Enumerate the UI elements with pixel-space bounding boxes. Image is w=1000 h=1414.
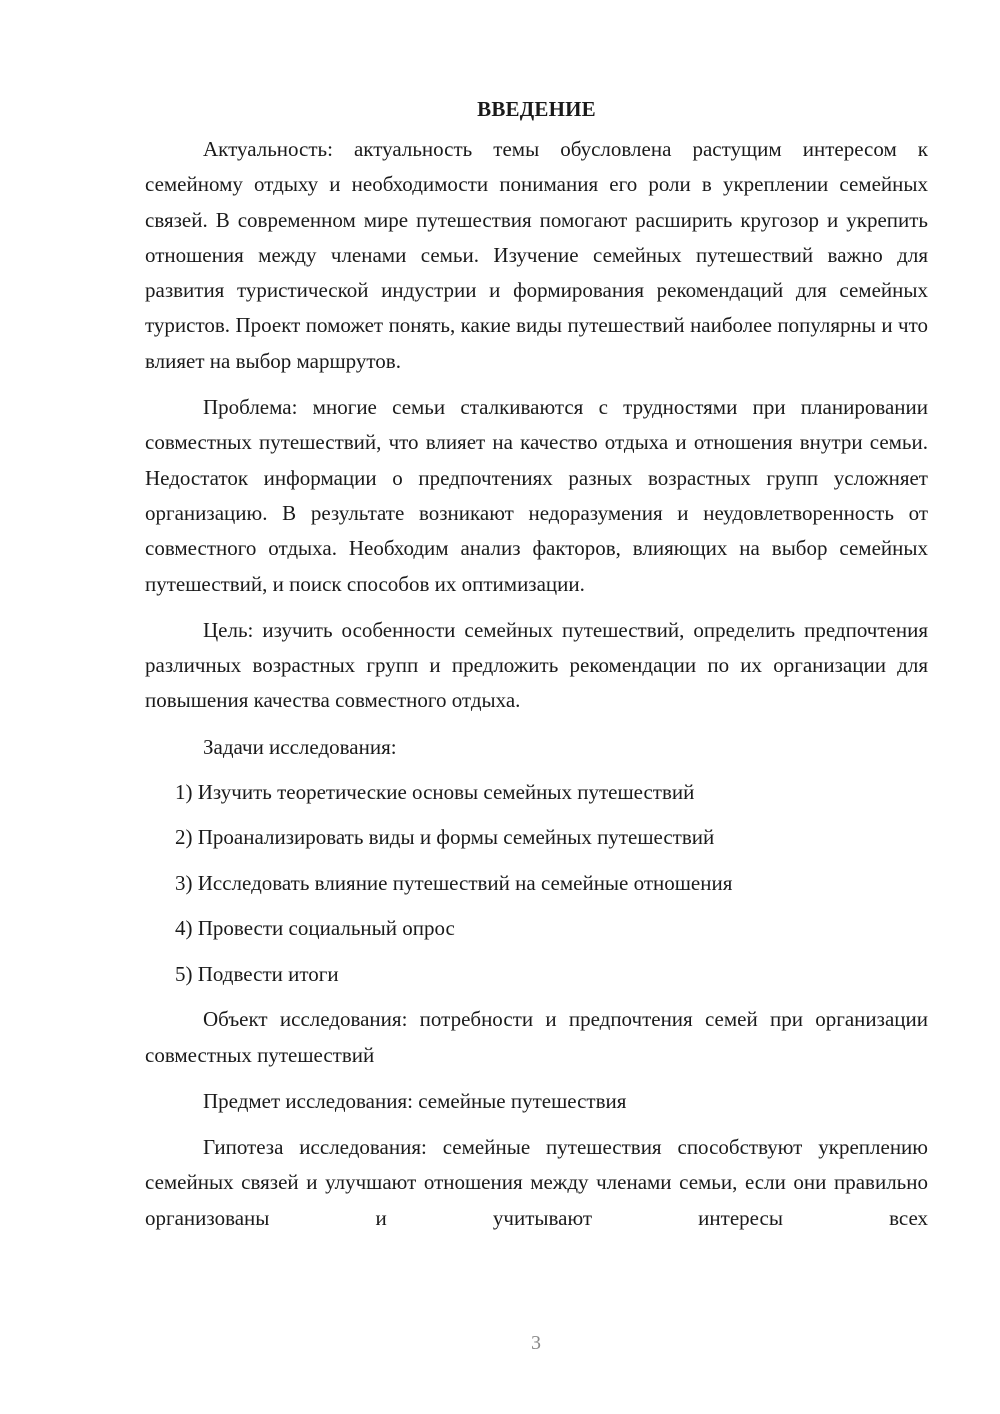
task-item: 4) Провести социальный опрос <box>175 916 455 941</box>
goal-paragraph: Цель: изучить особенности семейных путешествий, определить предпочтения различных возрастных групп и предложить рекомендации по их организации для повышения качества совместного отдыха. <box>145 617 928 713</box>
subject-paragraph: Предмет исследования: семейные путешествия <box>203 1088 627 1113</box>
document-page <box>145 92 928 1247</box>
hypothesis-paragraph: Гипотеза исследования: семейные путешествия способствуют укреплению семейных связей и улучшают отношения между членами семьи, если они правильно организованы и учитывают интересы всех <box>145 1135 928 1230</box>
task-item: 1) Изучить теоретические основы семейных путешествий <box>175 779 695 804</box>
problem-paragraph: Проблема: многие семьи сталкиваются с трудностями при планировании совместных путешествий, что влияет на качество отдыха и отношения внутри семьи. Недостаток информации о предпочтениях разных возрастных групп усложняет организацию. В результате возникают недоразумения и неудовлетворенность от совместного отдыха. Необходим анализ факторов, влияющих на выбор семейных путешествий, и поиск способов их оптимизации. <box>145 395 928 596</box>
tasks-list <box>145 775 928 992</box>
task-item: 5) Подвести итоги <box>175 961 339 986</box>
task-item: 2) Проанализировать виды и формы семейных путешествий <box>175 825 715 850</box>
relevance-paragraph: Актуальность: актуальность темы обусловлена растущим интересом к семейному отдыху и необходимости понимания его роли в укреплении семейных связей. В современном мире путешествия помогают расширить кругозор и укрепить отношения между членами семьи. Изучение семейных путешествий важно для развития туристической индустрии и формирования рекомендаций для семейных туристов. Проект поможет понять, какие виды путешествий наиболее популярны и что влияет на выбор маршрутов. <box>145 137 928 373</box>
section-heading: ВВЕДЕНИЕ <box>477 97 596 121</box>
task-item: 3) Исследовать влияние путешествий на семейные отношения <box>175 870 733 895</box>
page-number: 3 <box>531 1332 541 1354</box>
tasks-heading: Задачи исследования: <box>203 734 397 759</box>
object-paragraph: Объект исследования: потребности и предпочтения семей при организации совместных путешествий <box>145 1007 928 1067</box>
